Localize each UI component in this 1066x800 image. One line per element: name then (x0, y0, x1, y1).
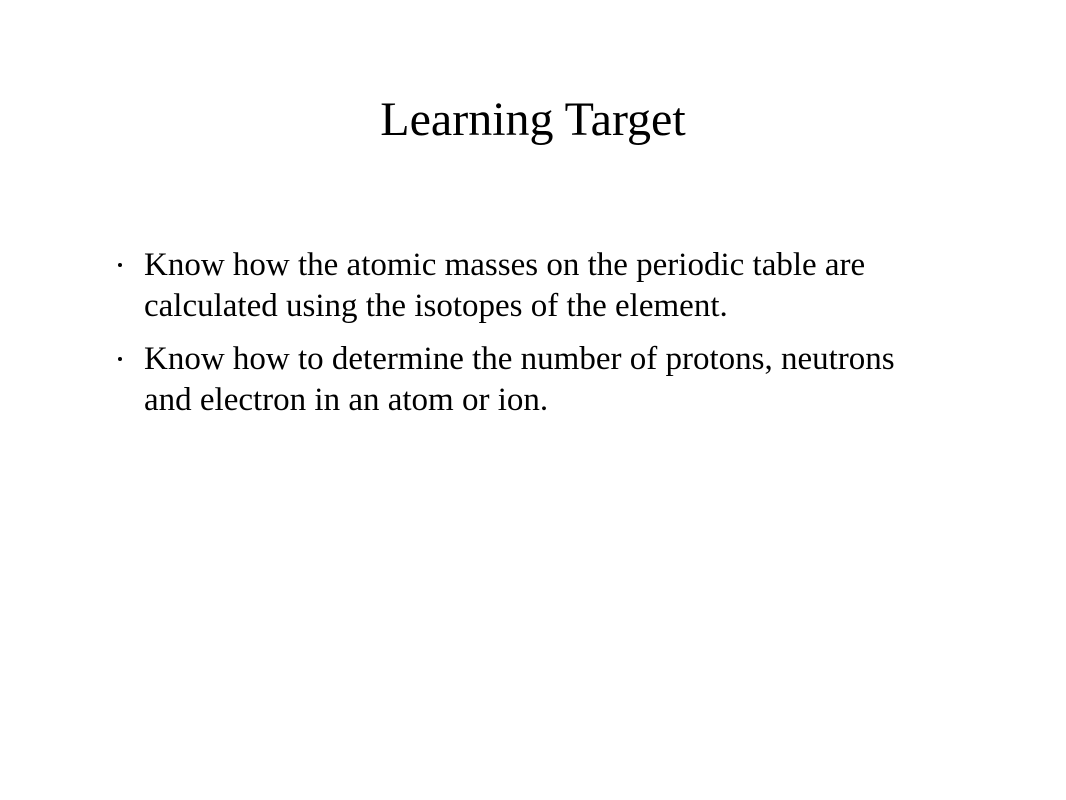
bullet-dot-icon (118, 263, 122, 267)
bullet-text: Know how to determine the number of protons, neutrons and electron in an atom or ion. (144, 341, 895, 418)
bullet-item (118, 245, 938, 327)
bullet-list (118, 245, 938, 433)
bullet-item (118, 339, 938, 421)
bullet-text: Know how the atomic masses on the periodic table are calculated using the isotopes of the element. (144, 247, 866, 324)
slide-title: Learning Target (380, 93, 686, 146)
bullet-dot-icon (118, 357, 122, 361)
